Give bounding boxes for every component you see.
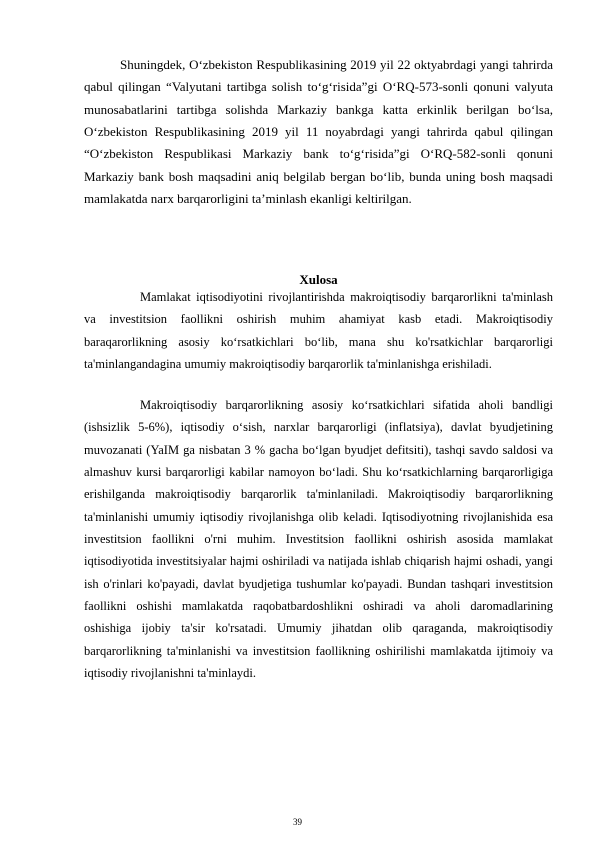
conclusion-paragraph-1: Mamlakat iqtisodiyotini rivojlantirishda makroiqtisodiy barqarorlikni ta'minlash va investitsion faollikni oshirish muhim ahamiyat kasb etadi. Makroiqtisodiy baraqarorlikning asosiy ko‘rsatkichlari bo‘lib, mana shu ko'rsatkichlar barqarorligi ta'minlangandagina umumiy makroiqtisodiy barqarorlik ta'minlanishga erishiladi. (84, 290, 553, 372)
page-number: 39 (293, 817, 302, 827)
section-heading: Xulosa (299, 272, 338, 287)
intro-paragraph: Shuningdek, O‘zbekiston Respublikasining 2019 yil 22 oktyabrdagi yangi tahrirda qabul qilingan “Valyutani tartibga solish to‘g‘risida”gi O‘RQ-573-sonli qonuni valyuta munosabatlarini tartibga solishda Markaziy bankga katta erkinlik berilgan bo‘lsa, O‘zbekiston Respublikasining 2019 yil 11 noyabrdagi yangi tahrirda qabul qilingan “O‘zbekiston Respublikasi Markaziy bank to‘g‘risida”gi O‘RQ-582-sonli qonuni Markaziy bank bosh maqsadini aniq belgilab bergan bo‘lib, bunda uning bosh maqsadi mamlakatda narx barqarorligini ta’minlash ekanligi keltirilgan. (84, 57, 553, 207)
conclusion-paragraph-2: Makroiqtisodiy barqarorlikning asosiy ko‘rsatkichlari sifatida aholi bandligi (ishsizlik 5-6%), iqtisodiy o‘sish, narxlar barqarorligi (inflatsiya), davlat byudjetining muvozanati (YaIM ga nisbatan 3 % gacha bo‘lgan byudjet defitsiti), tashqi savdo saldosi va almashuv kursi barqarorligi kabilar namoyon bo‘ladi. Shu ko‘rsatkichlarning barqarorligiga erishilganda makroiqtisodiy barqarorlik ta'minlaniladi. Makroiqtisodiy barqarorlikning ta'minlanishi umumiy iqtisodiy rivojlanishga olib keladi. Iqtisodiyotning rivojlanishida esa investitsion faollikni o'rni muhim. Investitsion faollikni oshirish asosida mamlakat iqtisodiyotida investitsiyalar hajmi oshiriladi va natijada ishlab chiqarish hajmi oshadi, yangi ish o'rinlari ko'payadi, davlat byudjetiga tushumlar ko'payadi. Bundan tashqari investitsion faollikni oshishi mamlakatda raqobatbardoshlikni oshiradi va aholi daromadlarining oshishiga ijobiy ta'sir ko'rsatadi. Umumiy jihatdan olib qaraganda, makroiqtisodiy barqarorlikning ta'minlanishi va investitsion faollikning oshirilishi mamlakatda ijtimoiy va iqtisodiy rivojlanishni ta'minlaydi. (84, 398, 553, 681)
